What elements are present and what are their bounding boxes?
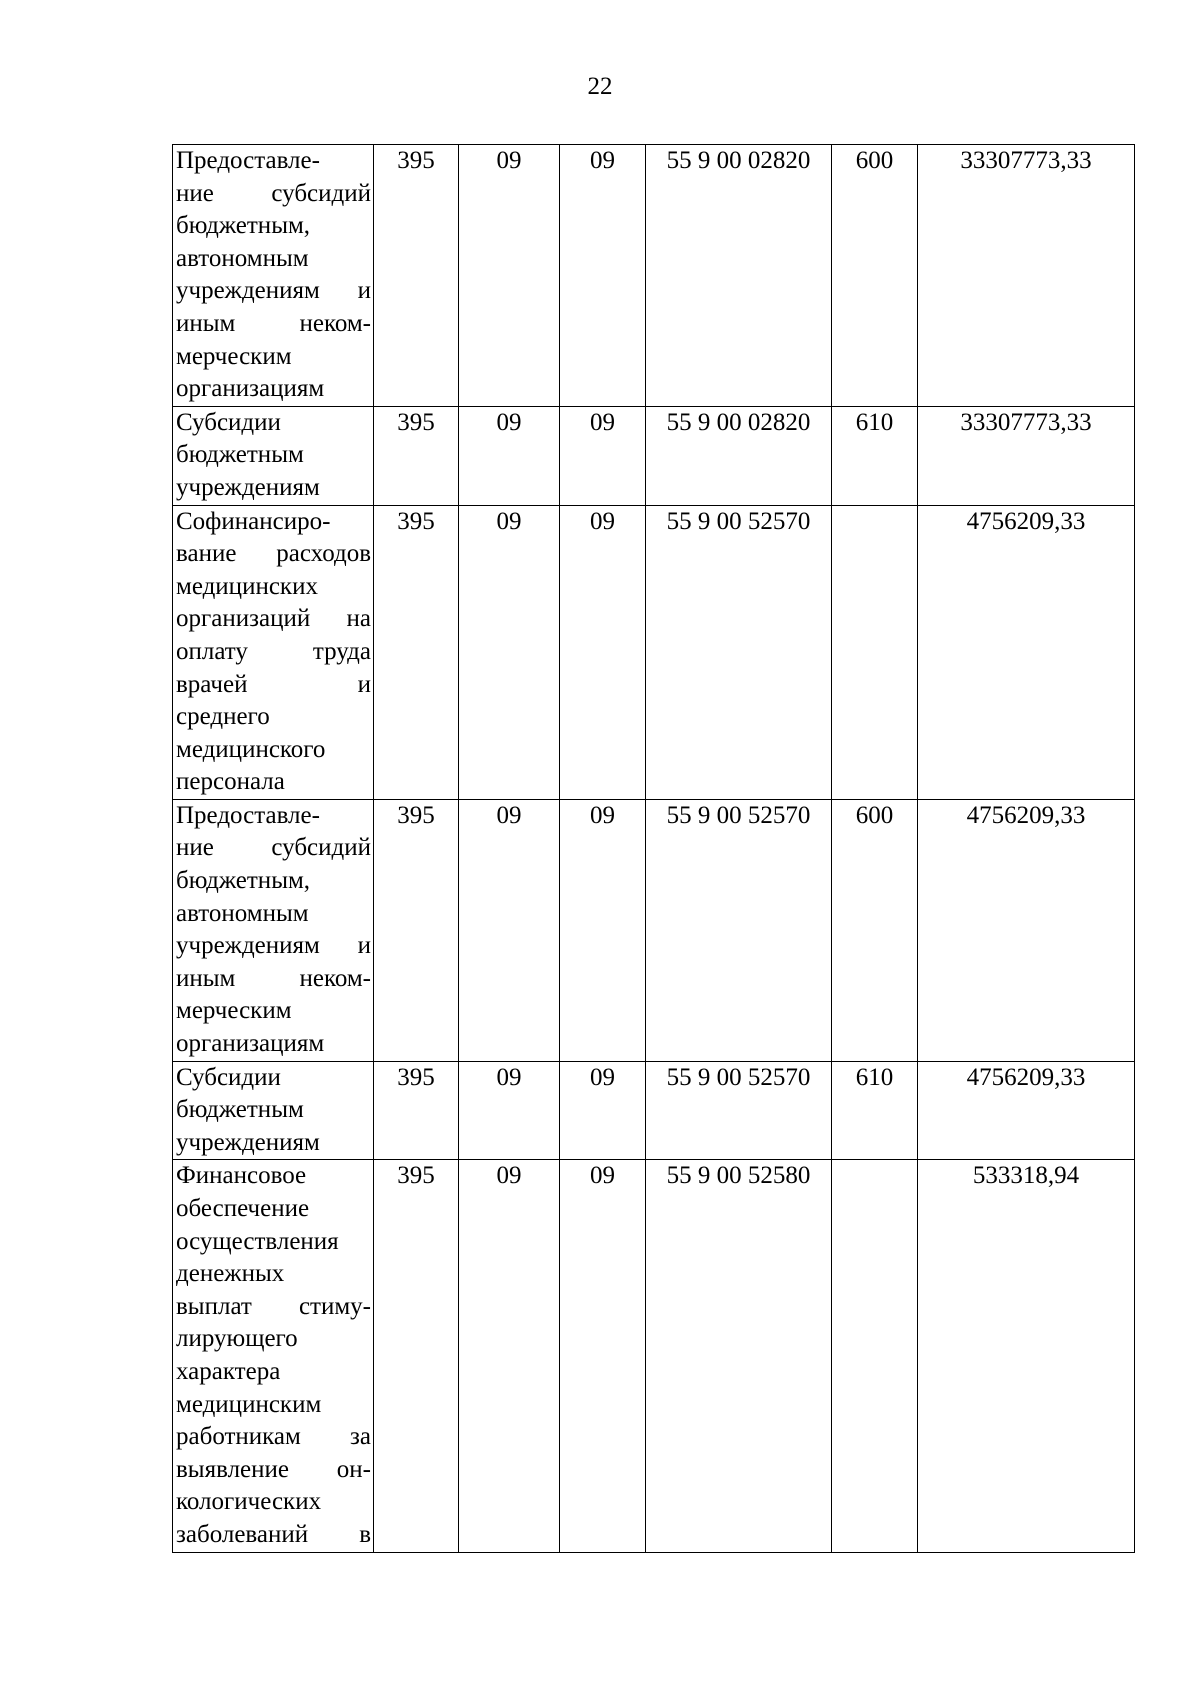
item-name-line: ние субсидий — [176, 834, 371, 862]
item-name-line: мерческим — [176, 342, 292, 370]
item-name-line: персонала — [176, 768, 285, 796]
item-name-line: обеспечение — [176, 1195, 310, 1222]
item-name-line: мерческим — [176, 997, 292, 1025]
item-name-line: работникам за — [176, 1423, 371, 1451]
item-name-line: вание расходов — [176, 540, 371, 568]
subsection-code-cell: 09 — [560, 1061, 646, 1160]
item-name-line: организациям — [176, 375, 325, 403]
amount-cell: 33307773,33 — [918, 145, 1135, 407]
item-name-line: Предоставле- — [176, 801, 320, 829]
section-code-cell: 09 — [459, 1061, 560, 1160]
item-name-line: выплат стиму- — [176, 1292, 371, 1320]
amount-cell: 4756209,33 — [918, 1061, 1135, 1160]
target-article-cell: 55 9 00 52580 — [646, 1160, 832, 1552]
section-code-cell: 09 — [459, 406, 560, 505]
item-name-line: Субсидии — [176, 1063, 281, 1091]
item-name-line: медицинских — [176, 572, 318, 600]
item-name-line: среднего — [176, 703, 270, 731]
item-name-cell — [173, 505, 374, 799]
table-body — [173, 145, 1135, 1553]
item-name-line: Предоставле- — [176, 147, 320, 174]
item-name-line: бюджетным — [176, 1096, 304, 1124]
target-article-cell: 55 9 00 02820 — [646, 406, 832, 505]
expense-type-cell: 600 — [832, 799, 918, 1061]
item-name-line: бюджетным, — [176, 867, 311, 895]
target-article-cell: 55 9 00 02820 — [646, 145, 832, 407]
item-name-line: кологических — [176, 1488, 322, 1516]
item-name-line: бюджетным — [176, 441, 304, 469]
section-code-cell: 09 — [459, 799, 560, 1061]
grbs-code-cell: 395 — [374, 145, 459, 407]
item-name-line: учреждениям и — [176, 932, 371, 960]
expense-type-cell — [832, 1160, 918, 1552]
item-name-cell — [173, 1061, 374, 1160]
item-name-line: характера — [176, 1357, 281, 1385]
item-name-line: иным неком- — [176, 964, 371, 992]
item-name-line: медицинским — [176, 1390, 322, 1418]
table-row — [173, 799, 1135, 1061]
item-name-line: осуществления — [176, 1227, 339, 1255]
table-row — [173, 1061, 1135, 1160]
item-name-line: Софинансиро- — [176, 507, 331, 535]
subsection-code-cell: 09 — [560, 406, 646, 505]
table-row — [173, 145, 1135, 407]
budget-table — [172, 144, 1135, 1553]
item-name-cell — [173, 1160, 374, 1552]
subsection-code-cell: 09 — [560, 1160, 646, 1552]
section-code-cell: 09 — [459, 145, 560, 407]
item-name-line: иным неком- — [176, 309, 371, 337]
item-name-line: заболеваний в — [176, 1520, 371, 1548]
item-name-line: денежных — [176, 1260, 285, 1288]
item-name-cell — [173, 145, 374, 407]
amount-cell: 4756209,33 — [918, 505, 1135, 799]
item-name-line: учреждениям — [176, 473, 320, 501]
grbs-code-cell: 395 — [374, 1160, 459, 1552]
subsection-code-cell: 09 — [560, 145, 646, 407]
amount-cell: 533318,94 — [918, 1160, 1135, 1552]
table-row — [173, 1160, 1135, 1552]
grbs-code-cell: 395 — [374, 406, 459, 505]
grbs-code-cell: 395 — [374, 799, 459, 1061]
item-name-line: лирующего — [176, 1325, 298, 1353]
item-name-line: организациям — [176, 1030, 325, 1058]
page-number: 22 — [587, 73, 613, 100]
item-name-line: бюджетным, — [176, 212, 311, 240]
item-name-cell — [173, 406, 374, 505]
expense-type-cell: 610 — [832, 1061, 918, 1160]
target-article-cell: 55 9 00 52570 — [646, 799, 832, 1061]
item-name-line: организаций на — [176, 605, 371, 633]
amount-cell: 4756209,33 — [918, 799, 1135, 1061]
item-name-line: автономным — [176, 244, 309, 272]
item-name-line: ние субсидий — [176, 179, 371, 207]
item-name-line: Субсидии — [176, 408, 281, 436]
item-name-line: медицинского — [176, 735, 326, 763]
expense-type-cell — [832, 505, 918, 799]
item-name-cell — [173, 799, 374, 1061]
item-name-line: учреждениям — [176, 1128, 320, 1156]
target-article-cell: 55 9 00 52570 — [646, 1061, 832, 1160]
item-name-line: учреждениям и — [176, 277, 371, 305]
amount-cell: 33307773,33 — [918, 406, 1135, 505]
table-row — [173, 406, 1135, 505]
expense-type-cell: 600 — [832, 145, 918, 407]
table-row — [173, 505, 1135, 799]
grbs-code-cell: 395 — [374, 1061, 459, 1160]
item-name-line: Финансовое — [176, 1162, 307, 1190]
item-name-line: выявление он- — [176, 1455, 371, 1483]
item-name-line: автономным — [176, 899, 309, 927]
subsection-code-cell: 09 — [560, 799, 646, 1061]
subsection-code-cell: 09 — [560, 505, 646, 799]
grbs-code-cell: 395 — [374, 505, 459, 799]
section-code-cell: 09 — [459, 505, 560, 799]
item-name-line: врачей и — [176, 670, 371, 698]
expense-type-cell: 610 — [832, 406, 918, 505]
item-name-line: оплату труда — [176, 637, 371, 665]
section-code-cell: 09 — [459, 1160, 560, 1552]
target-article-cell: 55 9 00 52570 — [646, 505, 832, 799]
